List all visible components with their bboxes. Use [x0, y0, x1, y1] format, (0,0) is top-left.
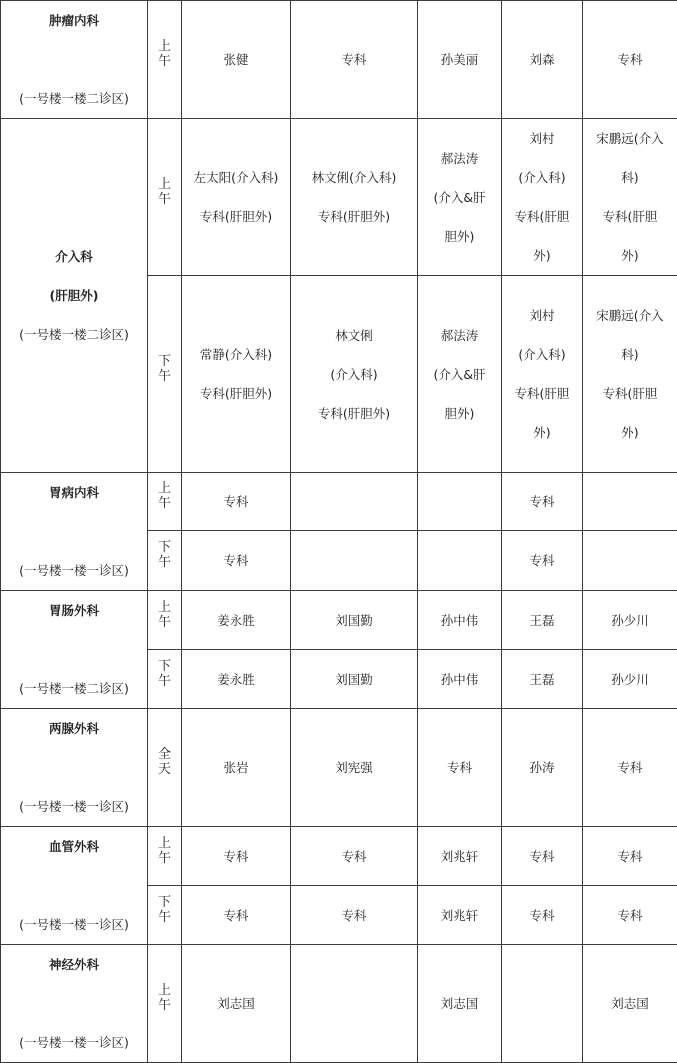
- schedule-row: [1, 709, 677, 827]
- period-label: 上午: [158, 39, 172, 69]
- doctor-cell: [182, 276, 291, 473]
- department-location: (一号楼一楼二诊区): [5, 79, 143, 118]
- doctor-cell: [291, 276, 418, 473]
- doctor-text: 孙涛: [502, 748, 582, 787]
- period-label: 下午: [158, 354, 172, 384]
- doctor-cell: [418, 886, 502, 945]
- doctor-text: 胆外): [418, 394, 501, 433]
- doctor-text: 孙少川: [583, 601, 677, 640]
- department-name: 胃病内科: [5, 473, 143, 512]
- doctor-cell: [291, 886, 418, 945]
- doctor-cell: [583, 591, 677, 650]
- department-name: 胃肠外科: [5, 591, 143, 630]
- period-cell: [148, 650, 182, 709]
- doctor-cell: [291, 709, 418, 827]
- department-subname: [5, 630, 143, 669]
- doctor-text: 专科: [182, 837, 290, 876]
- doctor-text: 专科: [583, 40, 677, 79]
- doctor-cell: [418, 945, 502, 1063]
- department-name: 肿瘤内科: [5, 1, 143, 40]
- doctor-cell: [583, 531, 677, 591]
- department-name: 血管外科: [5, 827, 143, 866]
- department-cell: [1, 473, 148, 591]
- doctor-cell: [291, 650, 418, 709]
- department-subname: [5, 866, 143, 905]
- doctor-cell: [418, 1, 502, 119]
- department-cell: [1, 945, 148, 1063]
- doctor-text: 姜永胜: [182, 660, 290, 699]
- period-label: 上午: [158, 983, 172, 1013]
- doctor-text: 专科(肝胆外): [291, 394, 417, 433]
- doctor-text: 专科: [182, 896, 290, 935]
- department-cell: [1, 827, 148, 945]
- doctor-text: 孙中伟: [418, 660, 501, 699]
- schedule-row: [1, 473, 677, 531]
- doctor-text: 姜永胜: [182, 601, 290, 640]
- doctor-text: 专科(肝胆: [583, 374, 677, 413]
- doctor-cell: [291, 827, 418, 886]
- doctor-text: 专科: [502, 837, 582, 876]
- doctor-text: 常静(介入科): [182, 335, 290, 374]
- doctor-text: 刘村: [502, 296, 582, 335]
- doctor-text: 张岩: [182, 748, 290, 787]
- doctor-text: 郝法涛: [418, 139, 501, 178]
- doctor-text: 专科: [502, 896, 582, 935]
- doctor-text: 专科(肝胆外): [291, 197, 417, 236]
- doctor-text: 专科: [583, 748, 677, 787]
- doctor-cell: [182, 945, 291, 1063]
- doctor-text: 专科(肝胆外): [182, 374, 290, 413]
- doctor-text: 专科: [291, 40, 417, 79]
- doctor-cell: [502, 473, 583, 531]
- doctor-cell: [418, 709, 502, 827]
- doctor-text: 专科(肝胆外): [182, 197, 290, 236]
- doctor-text: 孙中伟: [418, 601, 501, 640]
- doctor-cell: [583, 473, 677, 531]
- department-cell: [1, 709, 148, 827]
- schedule-row: [1, 591, 677, 650]
- doctor-cell: [583, 709, 677, 827]
- period-cell: [148, 591, 182, 650]
- doctor-text: 外): [583, 413, 677, 452]
- doctor-cell: [502, 945, 583, 1063]
- department-name: 神经外科: [5, 945, 143, 984]
- doctor-text: 刘国勤: [291, 601, 417, 640]
- doctor-cell: [502, 591, 583, 650]
- period-label: 全天: [158, 747, 172, 777]
- doctor-cell: [291, 473, 418, 531]
- department-subname: [5, 984, 143, 1023]
- doctor-cell: [502, 709, 583, 827]
- doctor-text: 专科(肝胆: [502, 374, 582, 413]
- department-name: 两腺外科: [5, 709, 143, 748]
- doctor-text: 孙美丽: [418, 40, 501, 79]
- doctor-text: 刘兆轩: [418, 896, 501, 935]
- doctor-text: 专科(肝胆: [583, 197, 677, 236]
- doctor-text: 专科: [182, 482, 290, 521]
- doctor-text: 刘宪强: [291, 748, 417, 787]
- doctor-text: 刘志国: [583, 984, 677, 1023]
- period-label: 下午: [158, 540, 172, 570]
- period-cell: [148, 827, 182, 886]
- doctor-text: 宋鹏远(介入: [583, 119, 677, 158]
- doctor-cell: [291, 119, 418, 276]
- period-cell: [148, 119, 182, 276]
- department-subname: [5, 512, 143, 551]
- doctor-text: 专科: [583, 896, 677, 935]
- schedule-row: [1, 827, 677, 886]
- doctor-cell: [502, 531, 583, 591]
- doctor-cell: [182, 709, 291, 827]
- period-label: 上午: [158, 836, 172, 866]
- doctor-cell: [502, 827, 583, 886]
- doctor-cell: [502, 276, 583, 473]
- doctor-text: 专科: [291, 896, 417, 935]
- doctor-cell: [291, 1, 418, 119]
- doctor-text: 专科(肝胆: [502, 197, 582, 236]
- doctor-text: 宋鹏远(介入: [583, 296, 677, 335]
- department-subname: (肝胆外): [5, 276, 143, 315]
- department-location: (一号楼一楼一诊区): [5, 787, 143, 826]
- doctor-cell: [583, 945, 677, 1063]
- doctor-cell: [291, 945, 418, 1063]
- schedule-row: [1, 1, 677, 119]
- doctor-text: 刘国勤: [291, 660, 417, 699]
- period-cell: [148, 945, 182, 1063]
- schedule-row: [1, 119, 677, 276]
- doctor-text: 科): [583, 158, 677, 197]
- doctor-text: 刘志国: [418, 984, 501, 1023]
- doctor-cell: [418, 276, 502, 473]
- doctor-cell: [502, 1, 583, 119]
- doctor-text: 张健: [182, 40, 290, 79]
- doctor-text: 胆外): [418, 217, 501, 256]
- department-name: 介入科: [5, 237, 143, 276]
- doctor-cell: [583, 886, 677, 945]
- doctor-cell: [418, 827, 502, 886]
- department-location: (一号楼一楼一诊区): [5, 1023, 143, 1062]
- doctor-cell: [182, 1, 291, 119]
- doctor-cell: [583, 119, 677, 276]
- doctor-cell: [418, 473, 502, 531]
- doctor-cell: [418, 119, 502, 276]
- doctor-text: 专科: [502, 482, 582, 521]
- period-label: 下午: [158, 895, 172, 925]
- period-cell: [148, 886, 182, 945]
- doctor-cell: [418, 650, 502, 709]
- department-subname: [5, 748, 143, 787]
- doctor-text: 王磊: [502, 660, 582, 699]
- period-cell: [148, 276, 182, 473]
- department-location: (一号楼一楼一诊区): [5, 905, 143, 944]
- doctor-text: 孙少川: [583, 660, 677, 699]
- doctor-text: 刘兆轩: [418, 837, 501, 876]
- doctor-cell: [583, 650, 677, 709]
- department-location: (一号楼一楼二诊区): [5, 669, 143, 708]
- period-label: 下午: [158, 659, 172, 689]
- doctor-text: 林文俐: [291, 316, 417, 355]
- doctor-cell: [583, 827, 677, 886]
- doctor-cell: [583, 276, 677, 473]
- doctor-cell: [182, 119, 291, 276]
- doctor-text: 林文俐(介入科): [291, 158, 417, 197]
- period-cell: [148, 709, 182, 827]
- doctor-text: 左太阳(介入科): [182, 158, 290, 197]
- department-subname: [5, 40, 143, 79]
- period-label: 上午: [158, 600, 172, 630]
- doctor-text: 专科: [418, 748, 501, 787]
- doctor-text: (介入科): [291, 355, 417, 394]
- doctor-cell: [291, 531, 418, 591]
- doctor-cell: [182, 827, 291, 886]
- doctor-cell: [502, 650, 583, 709]
- department-cell: [1, 1, 148, 119]
- doctor-cell: [502, 886, 583, 945]
- doctor-cell: [182, 473, 291, 531]
- department-location: (一号楼一楼一诊区): [5, 551, 143, 590]
- department-location: (一号楼一楼二诊区): [5, 315, 143, 354]
- doctor-text: 刘森: [502, 40, 582, 79]
- period-label: 上午: [158, 177, 172, 207]
- doctor-cell: [418, 531, 502, 591]
- doctor-cell: [182, 650, 291, 709]
- doctor-text: 郝法涛: [418, 316, 501, 355]
- doctor-text: 外): [502, 236, 582, 275]
- period-cell: [148, 531, 182, 591]
- period-cell: [148, 473, 182, 531]
- doctor-text: 刘村: [502, 119, 582, 158]
- department-cell: [1, 119, 148, 473]
- doctor-text: 专科: [182, 541, 290, 580]
- doctor-cell: [182, 886, 291, 945]
- doctor-text: 外): [583, 236, 677, 275]
- doctor-cell: [182, 531, 291, 591]
- doctor-text: 王磊: [502, 601, 582, 640]
- doctor-cell: [502, 119, 583, 276]
- doctor-text: (介入&肝: [418, 355, 501, 394]
- doctor-text: 外): [502, 413, 582, 452]
- department-cell: [1, 591, 148, 709]
- doctor-text: 专科: [502, 541, 582, 580]
- doctor-cell: [291, 591, 418, 650]
- period-label: 上午: [158, 481, 172, 511]
- doctor-text: (介入&肝: [418, 178, 501, 217]
- doctor-text: 专科: [291, 837, 417, 876]
- doctor-cell: [418, 591, 502, 650]
- doctor-text: (介入科): [502, 335, 582, 374]
- doctor-text: 刘志国: [182, 984, 290, 1023]
- period-cell: [148, 1, 182, 119]
- doctor-text: 专科: [583, 837, 677, 876]
- doctor-text: 科): [583, 335, 677, 374]
- doctor-cell: [583, 1, 677, 119]
- doctor-cell: [182, 591, 291, 650]
- doctor-text: (介入科): [502, 158, 582, 197]
- schedule-row: [1, 945, 677, 1063]
